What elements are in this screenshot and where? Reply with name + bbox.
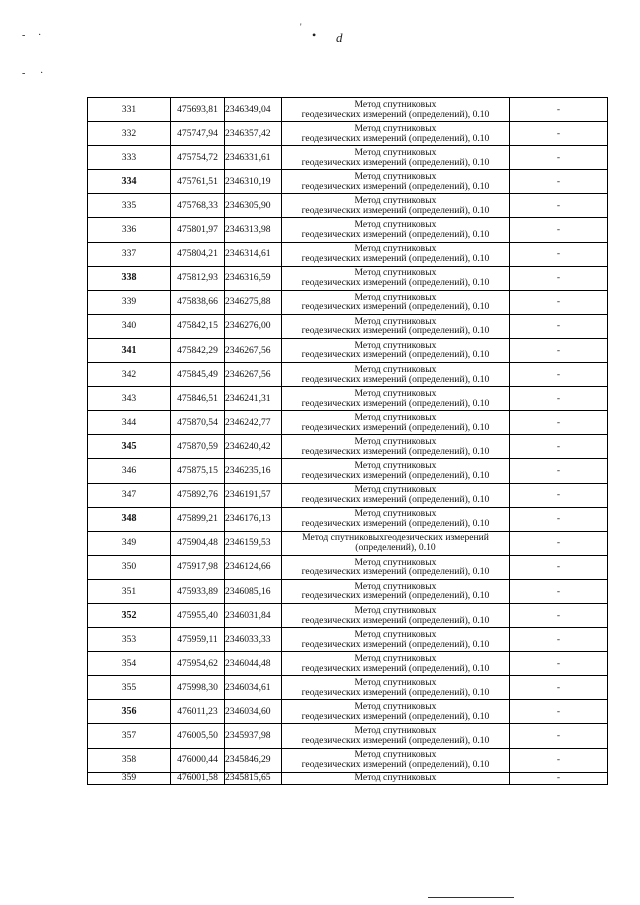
table-row (88, 314, 608, 338)
method-cell (282, 411, 510, 435)
coordinates-table-body (88, 98, 608, 785)
method-line-1: Метод спутниковых (354, 556, 437, 568)
coord-x: 476001,58 (171, 772, 225, 784)
point-number: 353 (88, 628, 171, 652)
point-number: 339 (88, 290, 171, 314)
description-cell: - (510, 724, 608, 748)
description-cell: - (510, 555, 608, 579)
point-number: 334 (88, 170, 171, 194)
point-number: 354 (88, 652, 171, 676)
coord-y: 2346313,98 (225, 218, 282, 242)
method-cell (282, 459, 510, 483)
coord-x: 475693,81 (171, 98, 225, 122)
coord-y: 2346044,48 (225, 652, 282, 676)
method-cell (282, 676, 510, 700)
coord-x: 475955,40 (171, 603, 225, 627)
coord-y: 2346124,66 (225, 555, 282, 579)
method-line-1: Метод спутниковых (354, 749, 437, 761)
coordinates-table (87, 97, 608, 785)
table-row (88, 531, 608, 555)
description-cell: - (510, 652, 608, 676)
method-line-1: Метод спутниковых (354, 677, 437, 688)
coord-x: 475892,76 (171, 483, 225, 507)
coord-x: 475917,98 (171, 555, 225, 579)
description-cell: - (510, 170, 608, 194)
method-line-1: Метод спутниковых (354, 436, 437, 448)
table-row (88, 507, 608, 531)
description-cell: - (510, 579, 608, 603)
method-line-2: геодезических измерений (определений), 0.10 (301, 614, 490, 626)
coord-y: 2346275,88 (225, 290, 282, 314)
coord-x: 475933,89 (171, 579, 225, 603)
method-cell (282, 363, 510, 387)
method-line-2: геодезических измерений (определений), 0.10 (301, 108, 490, 120)
method-line-1: Метод спутниковых (354, 291, 437, 303)
footer-rule (428, 897, 514, 898)
description-cell: - (510, 338, 608, 362)
method-line-2: геодезических измерений (определений), 0.10 (301, 518, 490, 530)
method-line-2: геодезических измерений (определений), 0.10 (301, 469, 490, 481)
method-line-1: Метод спутниковых (354, 267, 437, 279)
method-cell (282, 387, 510, 411)
description-cell: - (510, 194, 608, 218)
coord-x: 475804,21 (171, 242, 225, 266)
table-row (88, 266, 608, 290)
method-line-1: Метод спутниковых (354, 195, 437, 207)
table-row (88, 290, 608, 314)
point-number: 345 (88, 435, 171, 459)
description-cell: - (510, 772, 608, 784)
table-row (88, 676, 608, 700)
method-line-1: Метод спутниковых (354, 628, 437, 640)
description-cell: - (510, 387, 608, 411)
method-cell (282, 98, 510, 122)
method-line-1: Метод спутниковых (354, 411, 437, 423)
coord-y: 2346033,33 (225, 628, 282, 652)
coord-y: 2346314,61 (225, 242, 282, 266)
method-line-1: Метод спутниковых (354, 146, 437, 158)
method-line-2: геодезических измерений (определений), 0.10 (301, 638, 490, 650)
description-cell: - (510, 507, 608, 531)
coord-x: 475959,11 (171, 628, 225, 652)
method-line-1: Метод спутниковыхгеодезических измерений (302, 532, 489, 544)
method-line-1: Метод спутниковых (354, 387, 437, 399)
method-line-1: Метод спутниковых (354, 122, 437, 134)
coord-x: 476011,23 (171, 700, 225, 724)
table-row (88, 122, 608, 146)
point-number: 355 (88, 676, 171, 700)
method-line-2: геодезических измерений (определений), 0.10 (301, 253, 490, 265)
method-line-2: геодезических измерений (определений), 0.10 (301, 662, 490, 674)
table-row (88, 652, 608, 676)
coord-y: 2346031,84 (225, 603, 282, 627)
coord-y: 2346242,77 (225, 411, 282, 435)
description-cell: - (510, 242, 608, 266)
point-number: 340 (88, 314, 171, 338)
table-row (88, 218, 608, 242)
point-number: 335 (88, 194, 171, 218)
point-number: 357 (88, 724, 171, 748)
description-cell: - (510, 98, 608, 122)
method-cell (282, 266, 510, 290)
method-line-1: Метод спутниковых (354, 484, 437, 496)
method-cell (282, 603, 510, 627)
scan-mark: · (38, 30, 42, 41)
description-cell: - (510, 483, 608, 507)
description-cell: - (510, 435, 608, 459)
method-line-2: геодезических измерений (определений), 0.10 (301, 445, 490, 457)
table-row (88, 338, 608, 362)
point-number: 336 (88, 218, 171, 242)
point-number: 350 (88, 555, 171, 579)
point-number: 352 (88, 603, 171, 627)
coord-x: 475845,49 (171, 363, 225, 387)
table-row (88, 435, 608, 459)
table-row (88, 628, 608, 652)
table-row (88, 363, 608, 387)
method-cell (282, 194, 510, 218)
table-row (88, 98, 608, 122)
method-line-1: Метод спутниковых (354, 98, 437, 110)
method-cell (282, 507, 510, 531)
description-cell: - (510, 459, 608, 483)
point-number: 338 (88, 266, 171, 290)
point-number: 341 (88, 338, 171, 362)
method-line-1: Метод спутниковых (354, 580, 437, 592)
method-line-2: геодезических измерений (определений), 0.10 (301, 494, 490, 506)
method-line-2: геодезических измерений (определений), 0.10 (301, 156, 490, 168)
page-number-mark: d (336, 30, 343, 45)
coord-y: 2346310,19 (225, 170, 282, 194)
method-line-2: геодезических измерений (определений), 0.10 (301, 397, 490, 409)
method-cell (282, 628, 510, 652)
coord-y: 2346349,04 (225, 98, 282, 122)
point-number: 337 (88, 242, 171, 266)
point-number: 356 (88, 700, 171, 724)
coord-x: 475754,72 (171, 146, 225, 170)
table-row (88, 483, 608, 507)
method-line-2: (определений), 0.10 (355, 542, 436, 554)
coord-x: 475899,21 (171, 507, 225, 531)
method-cell (282, 218, 510, 242)
point-number: 359 (88, 772, 171, 784)
method-cell (282, 483, 510, 507)
coord-x: 475842,15 (171, 314, 225, 338)
point-number: 349 (88, 531, 171, 555)
method-cell (282, 748, 510, 772)
description-cell: - (510, 411, 608, 435)
point-number: 347 (88, 483, 171, 507)
point-number: 333 (88, 146, 171, 170)
coord-x: 475875,15 (171, 459, 225, 483)
method-cell (282, 652, 510, 676)
coord-x: 475761,51 (171, 170, 225, 194)
method-line-2: геодезических измерений (определений), 0.10 (301, 229, 490, 241)
scan-mark: - (22, 30, 26, 41)
method-line-2: геодезических измерений (определений), 0.10 (301, 349, 490, 361)
table-row (88, 387, 608, 411)
method-cell (282, 122, 510, 146)
table-row (88, 700, 608, 724)
scan-mark: · (40, 68, 44, 79)
table-row (88, 170, 608, 194)
method-line-1: Метод спутниковых (354, 772, 437, 783)
coord-y: 2345846,29 (225, 748, 282, 772)
coord-y: 2345937,98 (225, 724, 282, 748)
coord-y: 2346235,16 (225, 459, 282, 483)
method-line-1: Метод спутниковых (354, 363, 437, 375)
method-line-1: Метод спутниковых (354, 652, 437, 664)
coord-y: 2346034,61 (225, 676, 282, 700)
coord-y: 2346240,42 (225, 435, 282, 459)
method-cell (282, 555, 510, 579)
coord-x: 476000,44 (171, 748, 225, 772)
coord-y: 2346267,56 (225, 363, 282, 387)
method-line-2: геодезических измерений (определений), 0.10 (301, 734, 490, 746)
method-line-1: Метод спутниковых (354, 339, 437, 351)
coord-y: 2346305,90 (225, 194, 282, 218)
description-cell: - (510, 531, 608, 555)
point-number: 342 (88, 363, 171, 387)
point-number: 331 (88, 98, 171, 122)
point-number: 332 (88, 122, 171, 146)
table-row (88, 411, 608, 435)
coord-y: 2346159,53 (225, 531, 282, 555)
coord-x: 475954,62 (171, 652, 225, 676)
coord-x: 475870,59 (171, 435, 225, 459)
description-cell: - (510, 146, 608, 170)
table-row (88, 748, 608, 772)
method-line-2: геодезических измерений (определений), 0.10 (301, 566, 490, 578)
coord-y: 2346191,57 (225, 483, 282, 507)
method-cell (282, 700, 510, 724)
table-row (88, 555, 608, 579)
method-line-1: Метод спутниковых (354, 315, 437, 327)
coord-x: 475801,97 (171, 218, 225, 242)
coord-x: 475812,93 (171, 266, 225, 290)
coord-x: 475842,29 (171, 338, 225, 362)
method-line-1: Метод спутниковых (354, 725, 437, 737)
coord-y: 2346241,31 (225, 387, 282, 411)
table-row (88, 459, 608, 483)
coord-x: 476005,50 (171, 724, 225, 748)
method-line-2: геодезических измерений (определений), 0.10 (301, 277, 490, 289)
description-cell: - (510, 266, 608, 290)
description-cell: - (510, 122, 608, 146)
point-number: 358 (88, 748, 171, 772)
table-row (88, 724, 608, 748)
table-row (88, 146, 608, 170)
coord-y: 2346316,59 (225, 266, 282, 290)
method-line-2: геодезических измерений (определений), 0.10 (301, 759, 490, 771)
scan-mark: ' (300, 22, 302, 32)
method-line-1: Метод спутниковых (354, 243, 437, 255)
method-line-2: геодезических измерений (определений), 0.10 (301, 325, 490, 337)
method-cell (282, 146, 510, 170)
method-line-2: геодезических измерений (определений), 0.10 (301, 590, 490, 602)
method-line-2: геодезических измерений (определений), 0.10 (301, 686, 490, 698)
method-cell (282, 314, 510, 338)
table-row (88, 194, 608, 218)
method-line-1: Метод спутниковых (354, 508, 437, 520)
table-row (88, 579, 608, 603)
coord-x: 475768,33 (171, 194, 225, 218)
method-line-2: геодезических измерений (определений), 0.10 (301, 204, 490, 216)
coord-y: 2346357,42 (225, 122, 282, 146)
description-cell: - (510, 628, 608, 652)
coord-y: 2345815,65 (225, 772, 282, 784)
method-line-1: Метод спутниковых (354, 460, 437, 472)
coord-x: 475998,30 (171, 676, 225, 700)
coord-y: 2346331,61 (225, 146, 282, 170)
description-cell: - (510, 748, 608, 772)
point-number: 344 (88, 411, 171, 435)
description-cell: - (510, 314, 608, 338)
method-line-1: Метод спутниковых (354, 604, 437, 616)
coord-y: 2346034,60 (225, 700, 282, 724)
coord-x: 475838,66 (171, 290, 225, 314)
table-row (88, 603, 608, 627)
coord-y: 2346276,00 (225, 314, 282, 338)
method-cell (282, 579, 510, 603)
description-cell: - (510, 676, 608, 700)
coord-x: 475904,48 (171, 531, 225, 555)
description-cell: - (510, 603, 608, 627)
method-cell (282, 435, 510, 459)
coord-x: 475747,94 (171, 122, 225, 146)
method-line-1: Метод спутниковых (354, 219, 437, 231)
point-number: 346 (88, 459, 171, 483)
method-line-2: геодезических измерений (определений), 0.10 (301, 373, 490, 385)
scan-mark: - (22, 68, 26, 79)
coord-y: 2346267,56 (225, 338, 282, 362)
method-cell (282, 772, 510, 784)
method-cell (282, 338, 510, 362)
point-number: 343 (88, 387, 171, 411)
description-cell: - (510, 290, 608, 314)
method-line-1: Метод спутниковых (354, 701, 437, 713)
method-line-2: геодезических измерений (определений), 0.10 (301, 132, 490, 144)
table-row (88, 772, 608, 784)
method-line-2: геодезических измерений (определений), 0.10 (301, 710, 490, 722)
method-line-2: геодезических измерений (определений), 0.10 (301, 421, 490, 433)
method-line-1: Метод спутниковых (354, 171, 437, 183)
description-cell: - (510, 700, 608, 724)
method-cell (282, 724, 510, 748)
scan-mark: • (312, 28, 317, 42)
method-line-2: геодезических измерений (определений), 0.10 (301, 180, 490, 192)
method-cell (282, 290, 510, 314)
method-cell (282, 170, 510, 194)
coord-x: 475870,54 (171, 411, 225, 435)
coord-y: 2346085,16 (225, 579, 282, 603)
table-row (88, 242, 608, 266)
description-cell: - (510, 218, 608, 242)
coord-x: 475846,51 (171, 387, 225, 411)
point-number: 351 (88, 579, 171, 603)
method-line-2: геодезических измерений (определений), 0.10 (301, 301, 490, 313)
method-cell (282, 242, 510, 266)
point-number: 348 (88, 507, 171, 531)
description-cell: - (510, 363, 608, 387)
method-cell (282, 531, 510, 555)
coord-y: 2346176,13 (225, 507, 282, 531)
